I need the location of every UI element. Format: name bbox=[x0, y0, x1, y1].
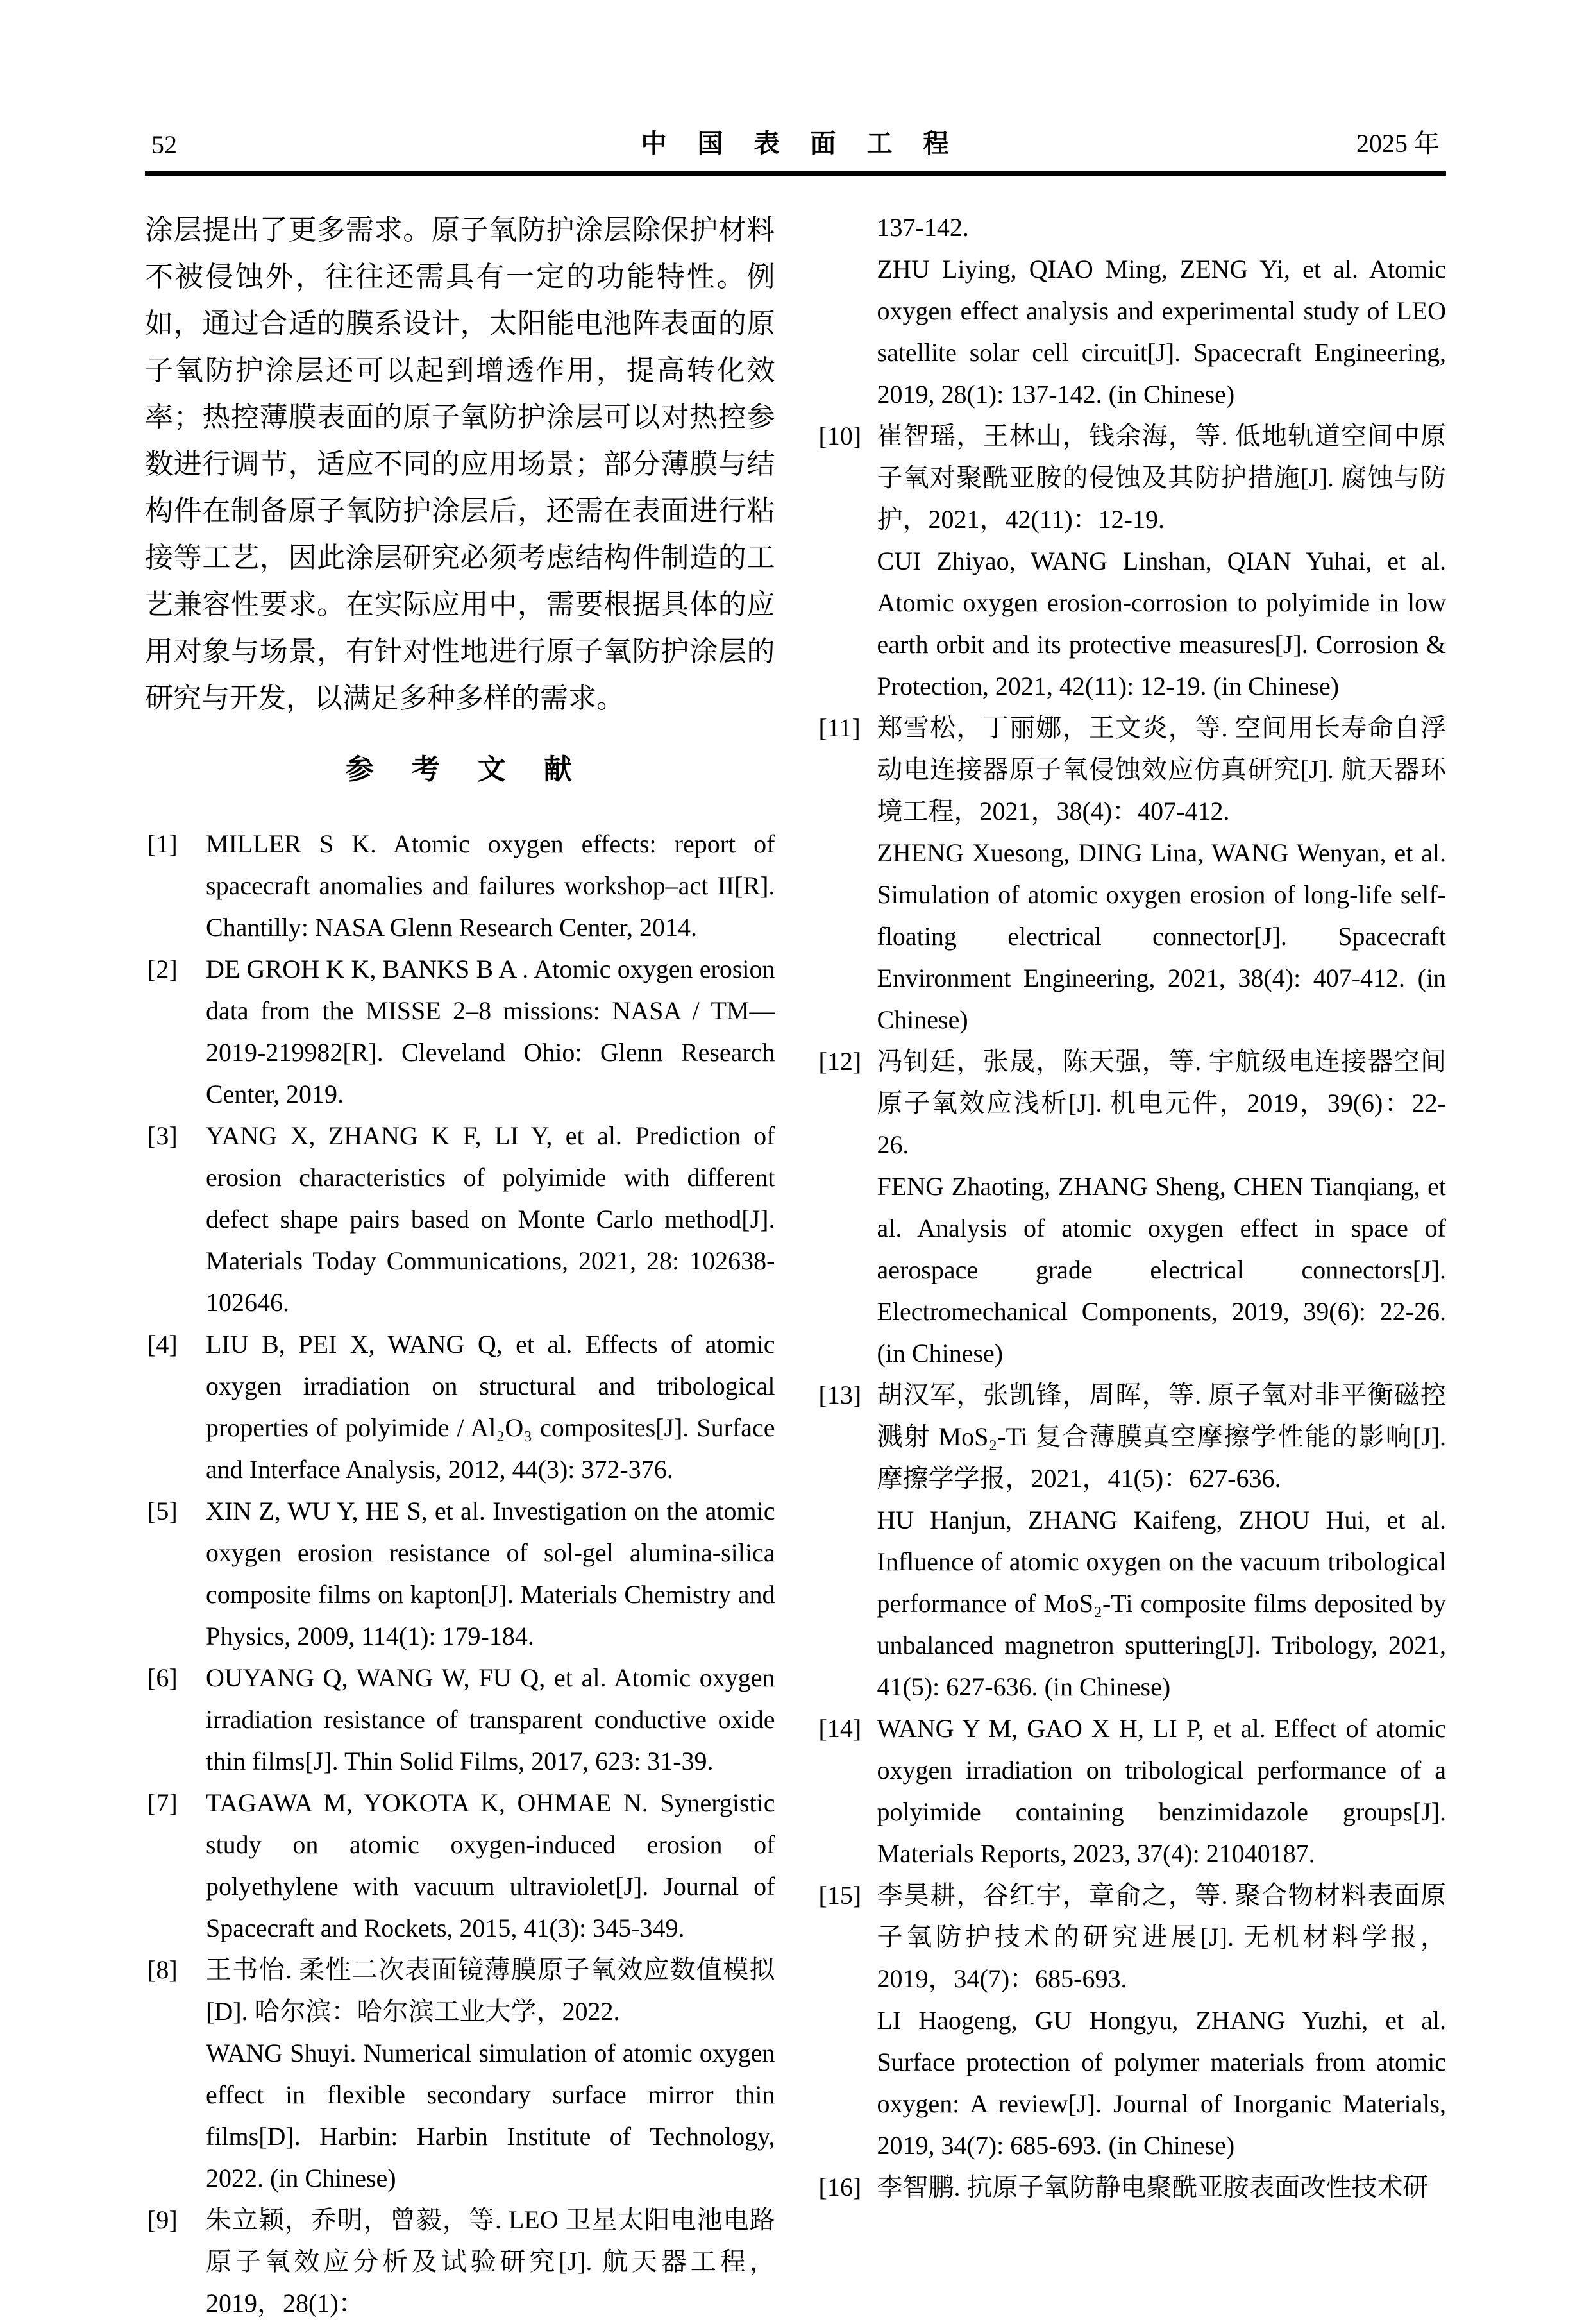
reference-entry bbox=[145, 1115, 775, 1323]
journal-title: 中 国 表 面 工 程 bbox=[641, 129, 950, 158]
reference-text: XIN Z, WU Y, HE S, et al. Investigation on the atomic oxygen erosion resistance of sol-gel alumina-silica composite films on kapton[J]. Materials Chemistry and Physics, 2009, 114(1): 179-184. bbox=[206, 1497, 775, 1650]
reference-entry bbox=[816, 1374, 1447, 1708]
reference-label: [16] bbox=[818, 2173, 862, 2201]
header-year: 2025 年 bbox=[1356, 129, 1440, 158]
reference-text: MILLER S K. Atomic oxygen effects: report of spacecraft anomalies and failures workshop–act II[R]. Chantilly: NASA Glenn Research Center, 2014. bbox=[206, 829, 775, 942]
reference-text: LIU B, PEI X, WANG Q, et al. Effects of atomic oxygen irradiation on structural and tribological properties of polyimide / Al₂O₃ composites[J]. Surface and Interface Analysis, 2012, 44(3): 372-376. bbox=[206, 1330, 775, 1484]
reference-text: 郑雪松，丁丽娜，王文炎，等. 空间用长寿命自浮动电连接器原子氧侵蚀效应仿真研究[J]. 航天器环境工程，2021，38(4)：407-412. bbox=[877, 713, 1446, 826]
reference-label: [1] bbox=[147, 829, 178, 858]
reference-label: [5] bbox=[147, 1497, 178, 1525]
reference-label: [4] bbox=[147, 1330, 178, 1359]
reference-entry bbox=[816, 1708, 1447, 1874]
page-header bbox=[145, 123, 1446, 171]
reference-entry bbox=[145, 948, 775, 1115]
page-number: 52 bbox=[151, 130, 177, 159]
reference-label: [12] bbox=[818, 1047, 862, 1076]
reference-entry bbox=[816, 2166, 1447, 2208]
left-column bbox=[145, 207, 775, 2324]
reference-text: TAGAWA M, YOKOTA K, OHMAE N. Synergistic study on atomic oxygen-induced erosion of polyethylene with vacuum ultraviolet[J]. Journal of Spacecraft and Rockets, 2015, 41(3): 345-349. bbox=[206, 1788, 775, 1942]
reference-list bbox=[816, 207, 1447, 2208]
two-column-body bbox=[145, 207, 1446, 2324]
reference-text: 朱立颖，乔明，曾毅，等. LEO 卫星太阳电池电路原子氧效应分析及试验研究[J]. 航天器工程，2019，28(1)： bbox=[206, 2205, 775, 2318]
reference-text: YANG X, ZHANG K F, LI Y, et al. Prediction of erosion characteristics of polyimide with different defect shape pairs based on Monte Carlo method[J]. Materials Today Communications, 2021, 28: 102638-102646. bbox=[206, 1121, 775, 1317]
reference-entry bbox=[816, 415, 1447, 707]
right-column bbox=[816, 207, 1447, 2324]
reference-entry bbox=[145, 2199, 775, 2324]
reference-entry bbox=[816, 1040, 1447, 1374]
reference-text: 冯钊廷，张晟，陈天强，等. 宇航级电连接器空间原子氧效应浅析[J]. 机电元件，2019，39(6)：22-26. bbox=[877, 1047, 1446, 1159]
reference-label: [11] bbox=[818, 713, 861, 742]
intro-paragraph: 涂层提出了更多需求。原子氧防护涂层除保护材料不被侵蚀外，往往还需具有一定的功能特性。例如，通过合适的膜系设计，太阳能电池阵表面的原子氧防护涂层还可以起到增透作用，提高转化效率；热控薄膜表面的原子氧防护涂层可以对热控参数进行调节，适应不同的应用场景；部分薄膜与结构件在制备原子氧防护涂层后，还需在表面进行粘接等工艺，因此涂层研究必须考虑结构件制造的工艺兼容性要求。在实际应用中，需要根据具体的应用对象与场景，有针对性地进行原子氧防护涂层的研究与开发，以满足多种多样的需求。 bbox=[145, 214, 775, 714]
reference-text: 李智鹏. 抗原子氧防静电聚酰亚胺表面改性技术研 bbox=[877, 2173, 1429, 2201]
reference-label: [3] bbox=[147, 1121, 178, 1150]
reference-label: [13] bbox=[818, 1380, 862, 1409]
references-heading: 参 考 文 献 bbox=[345, 754, 575, 785]
reference-text: OUYANG Q, WANG W, FU Q, et al. Atomic oxygen irradiation resistance of transparent conductive oxide thin films[J]. Thin Solid Films, 2017, 623: 31-39. bbox=[206, 1663, 775, 1776]
reference-entry bbox=[145, 823, 775, 948]
reference-label: [14] bbox=[818, 1714, 862, 1743]
reference-label: [10] bbox=[818, 421, 862, 450]
reference-text: HU Hanjun, ZHANG Kaifeng, ZHOU Hui, et al. Influence of atomic oxygen on the vacuum tribological performance of MoS₂-Ti composite films deposited by unbalanced magnetron sputtering[J]. Tribology, 2021, 41(5): 627-636. (in Chinese) bbox=[877, 1506, 1446, 1701]
reference-entry bbox=[145, 1657, 775, 1782]
reference-entry bbox=[145, 1782, 775, 1949]
reference-entry bbox=[816, 207, 1447, 415]
reference-label: [7] bbox=[147, 1788, 178, 1817]
reference-text: CUI Zhiyao, WANG Linshan, QIAN Yuhai, et al. Atomic oxygen erosion-corrosion to polyimide in low earth orbit and its protective measures[J]. Corrosion & Protection, 2021, 42(11): 12-19. (in Chinese) bbox=[877, 547, 1446, 700]
reference-text: ZHENG Xuesong, DING Lina, WANG Wenyan, et al. Simulation of atomic oxygen erosion of long-life self-floating electrical connector[J]. Spacecraft Environment Engineering, 2021, 38(4): 407-412. (in Chinese) bbox=[877, 838, 1446, 1034]
reference-text: DE GROH K K, BANKS B A . Atomic oxygen erosion data from the MISSE 2–8 missions: NASA / TM—2019-219982[R]. Cleveland Ohio: Glenn Research Center, 2019. bbox=[206, 954, 775, 1108]
reference-entry bbox=[145, 1949, 775, 2199]
header-divider bbox=[145, 171, 1446, 176]
reference-entry bbox=[816, 1874, 1447, 2166]
reference-text: WANG Shuyi. Numerical simulation of atomic oxygen effect in flexible secondary surface mirror thin films[D]. Harbin: Harbin Institute of Technology, 2022. (in Chinese) bbox=[206, 2039, 775, 2193]
reference-label: [2] bbox=[147, 954, 178, 983]
reference-label: [6] bbox=[147, 1663, 178, 1692]
reference-label: [15] bbox=[818, 1881, 862, 1910]
reference-text: 137-142. bbox=[877, 213, 969, 242]
reference-text: 王书怡. 柔性二次表面镜薄膜原子氧效应数值模拟[D]. 哈尔滨：哈尔滨工业大学，2022. bbox=[206, 1955, 775, 2026]
reference-text: 崔智瑶，王林山，钱余海，等. 低地轨道空间中原子氧对聚酰亚胺的侵蚀及其防护措施[J]. 腐蚀与防护，2021，42(11)：12-19. bbox=[877, 421, 1446, 534]
reference-entry bbox=[145, 1490, 775, 1657]
reference-text: WANG Y M, GAO X H, LI P, et al. Effect of atomic oxygen irradiation on tribological performance of a polyimide containing benzimidazole groups[J]. Materials Reports, 2023, 37(4): 21040187. bbox=[877, 1714, 1446, 1868]
reference-entry bbox=[145, 1323, 775, 1490]
reference-text: 胡汉军，张凯锋，周晖，等. 原子氧对非平衡磁控溅射 MoS₂-Ti 复合薄膜真空摩擦学性能的影响[J]. 摩擦学学报，2021，41(5)：627-636. bbox=[877, 1380, 1446, 1493]
reference-label: [8] bbox=[147, 1955, 178, 1984]
reference-text: ZHU Liying, QIAO Ming, ZENG Yi, et al. Atomic oxygen effect analysis and experimental study of LEO satellite solar cell circuit[J]. Spacecraft Engineering, 2019, 28(1): 137-142. (in Chinese) bbox=[877, 255, 1446, 409]
reference-list bbox=[145, 823, 775, 2324]
reference-entry bbox=[816, 707, 1447, 1040]
reference-text: LI Haogeng, GU Hongyu, ZHANG Yuzhi, et al. Surface protection of polymer materials from atomic oxygen: A review[J]. Journal of Inorganic Materials, 2019, 34(7): 685-693. (in Chinese) bbox=[877, 2006, 1446, 2160]
reference-text: FENG Zhaoting, ZHANG Sheng, CHEN Tianqiang, et al. Analysis of atomic oxygen effect in space of aerospace grade electrical connectors[J]. Electromechanical Components, 2019, 39(6): 22-26. (in Chinese) bbox=[877, 1172, 1446, 1368]
reference-text: 李昊耕，谷红宇，章俞之，等. 聚合物材料表面原子氧防护技术的研究进展[J]. 无机材料学报，2019，34(7)：685-693. bbox=[877, 1881, 1446, 1993]
reference-label: [9] bbox=[147, 2205, 178, 2234]
